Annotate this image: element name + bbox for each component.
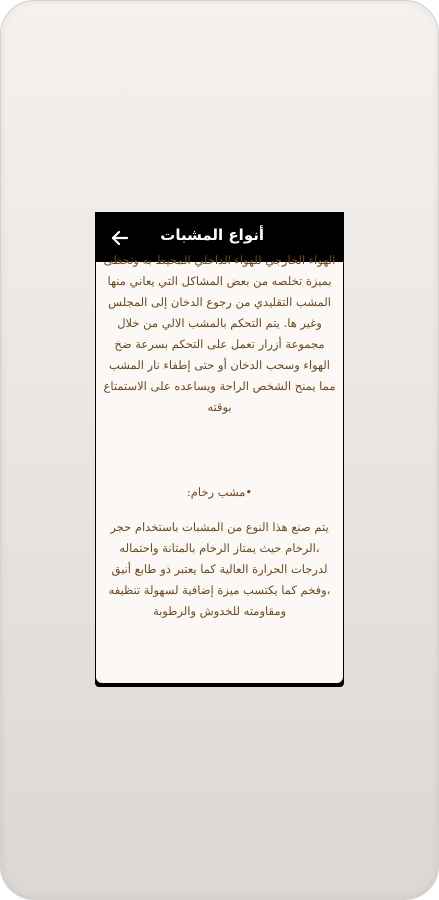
article-paragraph: الهواء الخارجي للهواء الداخلي المحيط به وتحظى بميزة تخلصه من بعض المشاكل التي يعاني منها المشب التقليدي من رجوع الدخان إلى المجلس وغير ها. يتم التحكم بالمشب الالي من خلال مجموعة أزرار تعمل على التحكم بسرعة ضخ الهواء وسحب الدخان أو حتى إطفاء نار المشب مما يمنح الشخص الراحة ويساعده على الاستمتاع بوقته (103, 253, 336, 414)
article-dialog (95, 212, 344, 687)
article-content[interactable] (96, 253, 343, 683)
article-text (96, 250, 343, 622)
page-title: أنواع المشبات (160, 226, 264, 244)
section-heading: •مشب رخام: (186, 485, 253, 499)
arrow-left-icon[interactable] (110, 228, 130, 248)
article-paragraph: يتم صنع هذا النوع من المشبات باستخدام حجر ،الرخام حيث يمتاز الرخام بالمتانة واحتماله لدرجات الحرارة العالية كما يعتبر ذو طابع أنيق ،وفخم كما يكتسب ميزة إضافية لسهولة تنظيفه ومقاومته للخدوش والرطوبة (108, 520, 331, 618)
